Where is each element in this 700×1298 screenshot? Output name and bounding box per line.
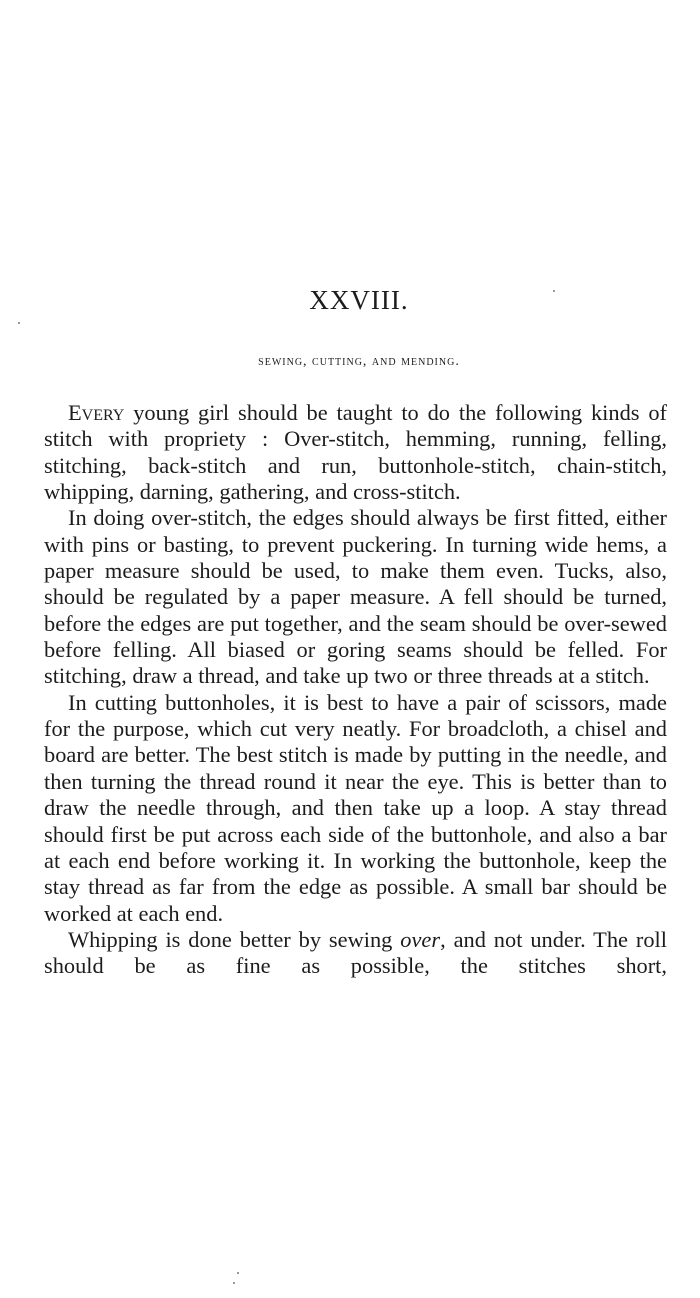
paragraph-4 — [44, 927, 667, 980]
body-text — [44, 400, 667, 980]
chapter-number: XXVIII. — [309, 285, 409, 315]
paragraph-text: , and not under. The roll should be as fine as possible, the stitches short, — [44, 926, 667, 979]
paragraph-2 — [44, 505, 667, 689]
paragraph-lead-word: Every — [68, 400, 125, 425]
emphasis-text: over — [400, 926, 441, 952]
chapter-title: sewing, cutting, and mending. — [258, 354, 460, 369]
paragraph-3 — [44, 690, 667, 927]
paragraph-text: In doing over-stitch, the edges should always be first fitted, either with pins or basting, to prevent puckering. In turning wide hems, a paper measure should be used, to make them even. Tucks, also, should be regulated by a paper measure. A fell should be turned, before the edges are put together, and the seam should be over-sewed before felling. All biased or goring seams should be felled. For stitching, draw a thread, and take up two or three threads at a stitch. — [44, 505, 667, 689]
paper-speck — [18, 322, 20, 324]
paragraph-1 — [44, 400, 667, 505]
paper-speck — [233, 1282, 235, 1284]
paragraph-text: Whipping is done better by sewing — [68, 926, 401, 952]
paragraph-text: In cutting buttonholes, it is best to have a pair of scissors, made for the purpose, which cut very neatly. For broadcloth, a chisel and board are better. The best stitch is made by putting in the needle, and then turning the thread round it near the eye. This is better than to draw the needle through, and then take up a loop. A stay thread should first be put across each side of the buttonhole, and also a bar at each end before working it. In working the buttonhole, keep the stay thread as far from the edge as possible. A small bar should be worked at each end. — [44, 689, 667, 926]
paper-speck — [553, 290, 555, 292]
paragraph-text: young girl should be taught to do the following kinds of stitch with propriety : Over-stitch, hemming, running, felling, stitching, back-stitch and run, buttonhole-stitch, chain-stitch, whipping, darning, gathering, and cross-stitch. — [44, 400, 667, 505]
paper-speck — [237, 1272, 239, 1274]
